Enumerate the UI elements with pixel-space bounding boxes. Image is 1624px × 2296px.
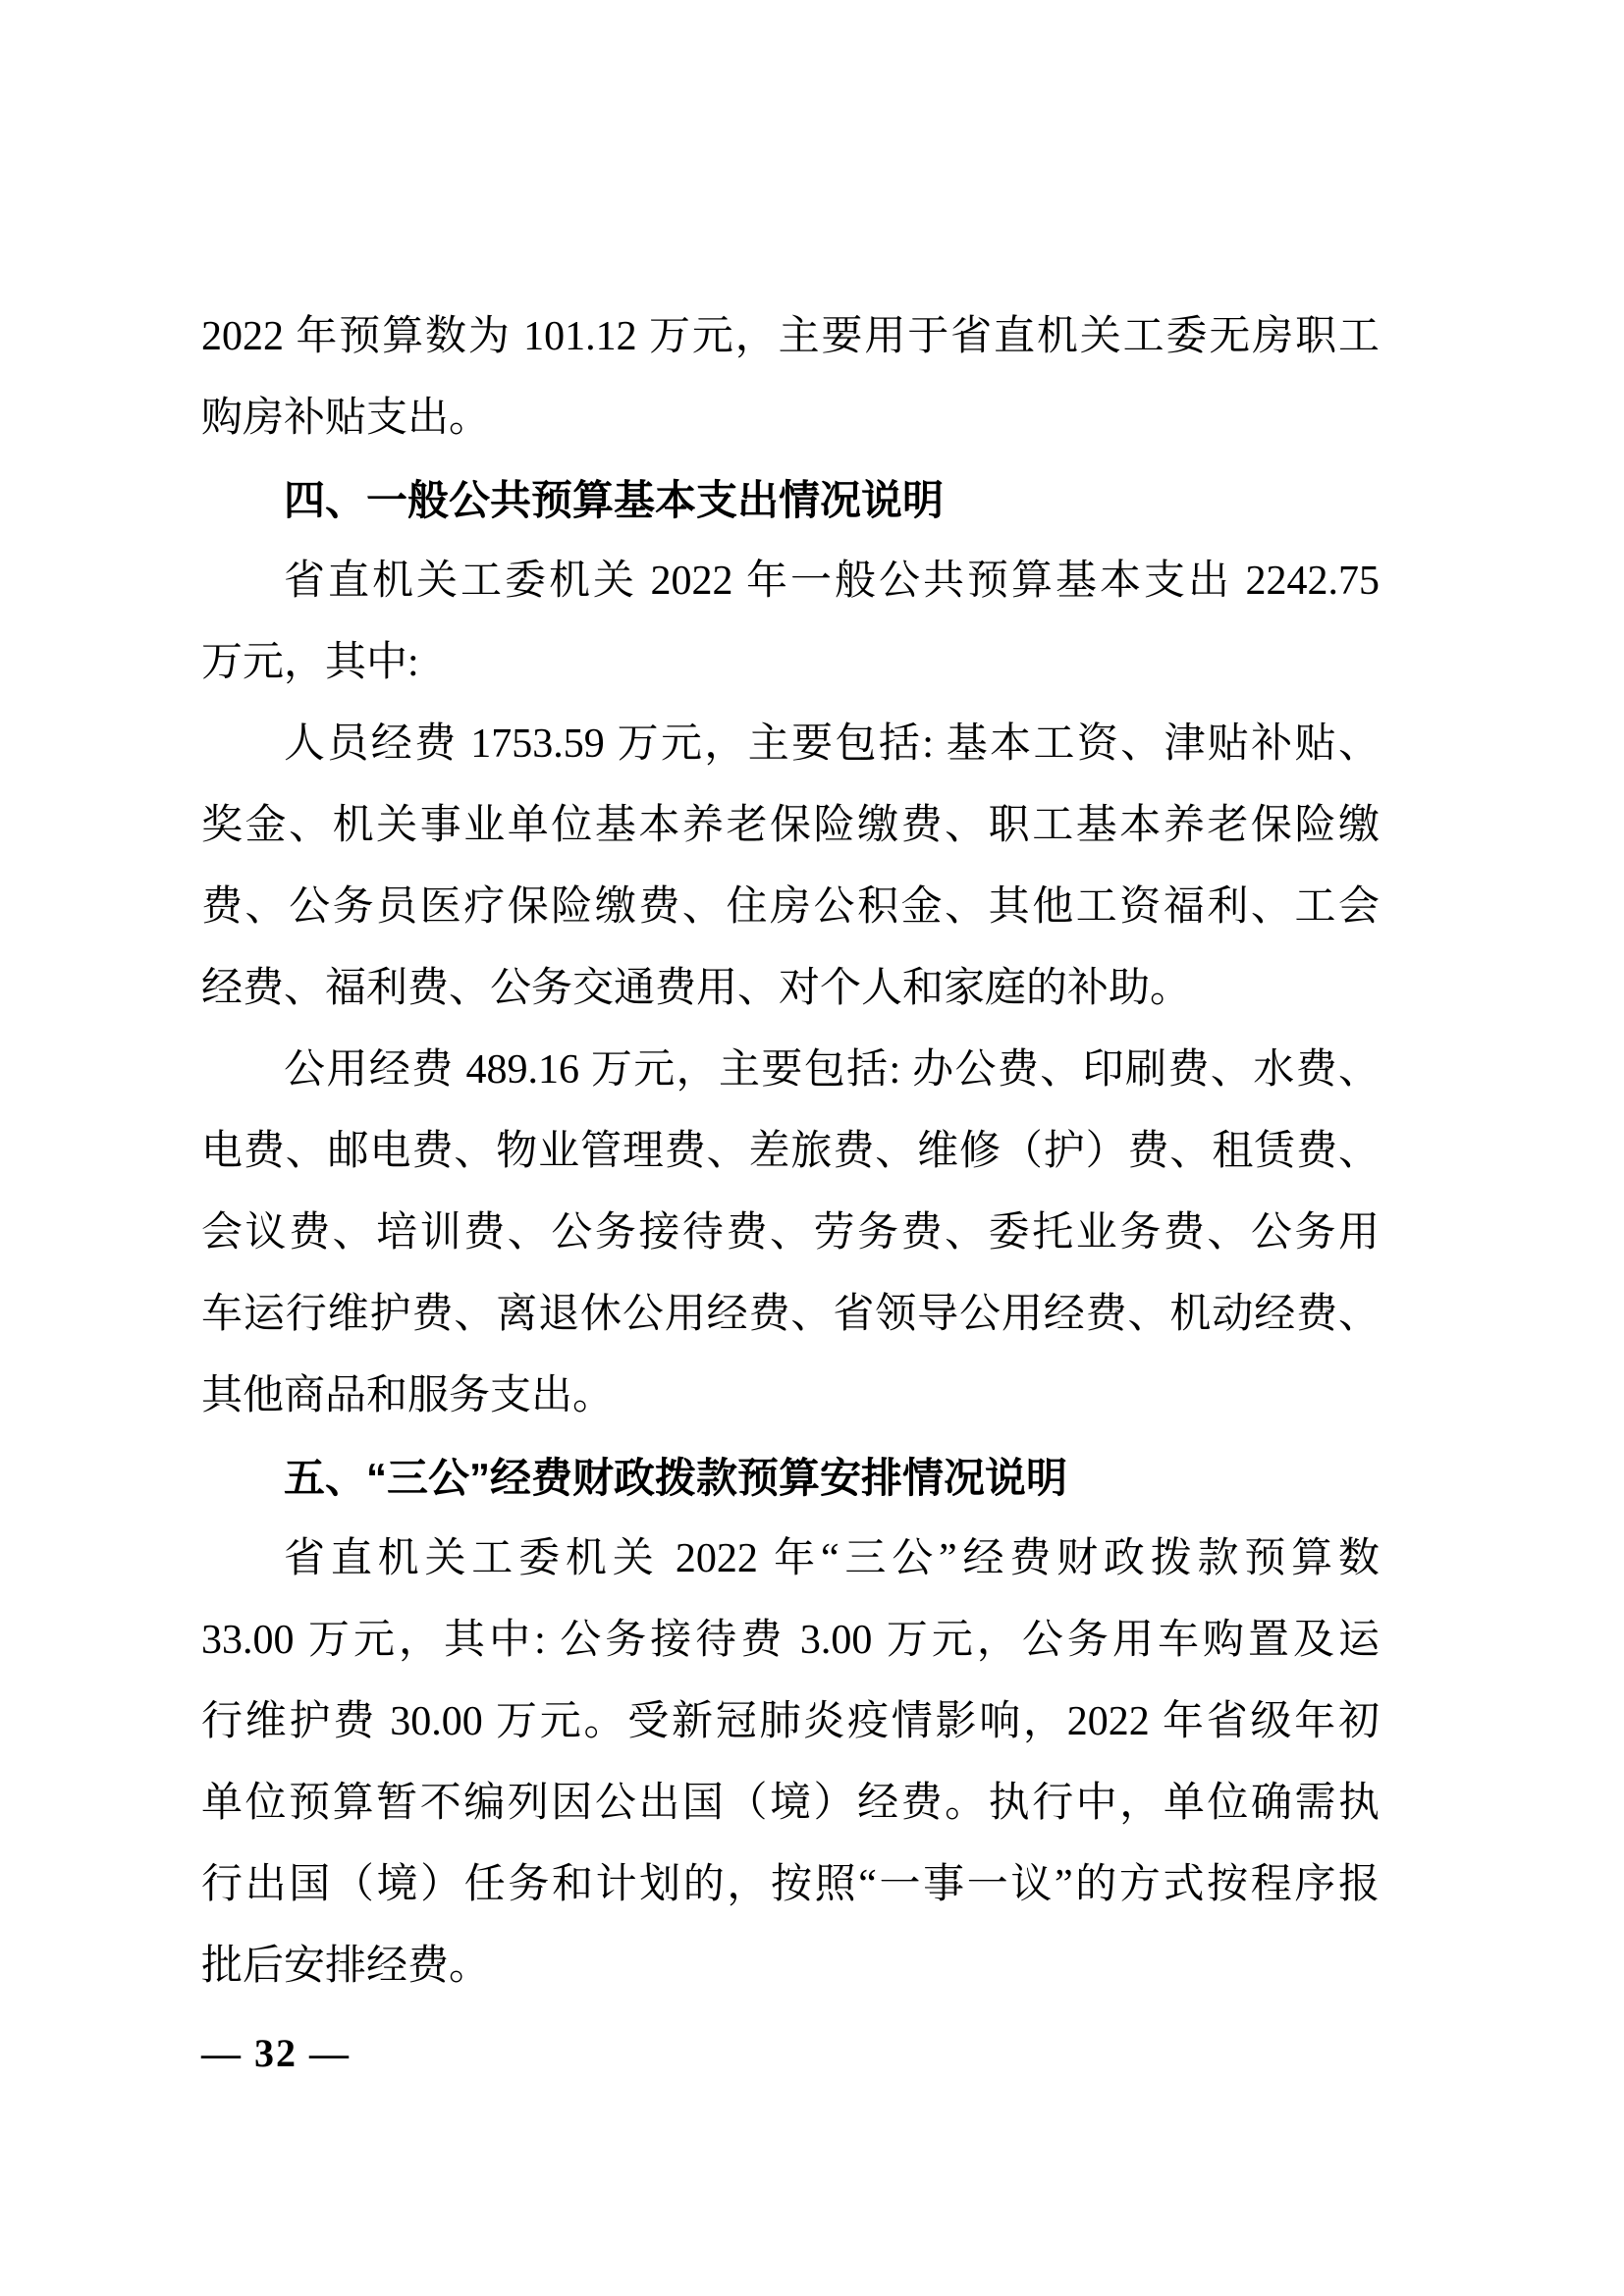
page-content [201, 296, 1380, 2007]
paragraph-basic-expenditure-total [201, 541, 1380, 704]
text-line: 批后安排经费。 [201, 1944, 491, 1989]
text-line: 费、公务员医疗保险缴费、住房公积金、其他工资福利、工会 [201, 884, 1380, 930]
text-line: 经费、福利费、公务交通费用、对个人和家庭的补助。 [201, 966, 1192, 1011]
text-line: 省直机关工委机关 2022 年一般公共预算基本支出 2242.75 [284, 559, 1380, 604]
text-line: 万元，其中: [201, 640, 419, 685]
text-line: 车运行维护费、离退休公用经费、省领导公用经费、机动经费、 [201, 1292, 1380, 1337]
text-line: 人员经费 1753.59 万元，主要包括: 基本工资、津贴补贴、 [284, 721, 1380, 767]
text-line: 公用经费 489.16 万元，主要包括: 办公费、印刷费、水费、 [284, 1047, 1380, 1093]
text-line: 33.00 万元，其中: 公务接待费 3.00 万元，公务用车购置及运 [201, 1618, 1380, 1663]
text-line: 行维护费 30.00 万元。受新冠肺炎疫情影响，2022 年省级年初 [201, 1699, 1380, 1744]
heading-line: 五、“三公”经费财政拨款预算安排情况说明 [284, 1455, 1068, 1501]
text-line: 其他商品和服务支出。 [201, 1373, 615, 1418]
text-line: 2022 年预算数为 101.12 万元，主要用于省直机关工委无房职工 [201, 314, 1380, 359]
paragraph-three-public-funds-detail [201, 1519, 1380, 2007]
paragraph-personnel-funds [201, 704, 1380, 1030]
paragraph-public-funds [201, 1030, 1380, 1437]
text-line: 购房补贴支出。 [201, 396, 491, 441]
text-line: 电费、邮电费、物业管理费、差旅费、维修（护）费、租赁费、 [201, 1129, 1380, 1174]
text-line: 会议费、培训费、公务接待费、劳务费、委托业务费、公务用 [201, 1210, 1380, 1255]
section-heading-basic-expenditure [201, 459, 1380, 541]
text-line: 省直机关工委机关 2022 年“三公”经费财政拨款预算数 [284, 1536, 1380, 1581]
text-line: 行出国（境）任务和计划的，按照“一事一议”的方式按程序报 [201, 1862, 1380, 1907]
heading-line: 四、一般公共预算基本支出情况说明 [284, 477, 945, 523]
text-line: 单位预算暂不编列因公出国（境）经费。执行中，单位确需执 [201, 1781, 1380, 1826]
section-heading-three-public-funds [201, 1437, 1380, 1519]
page-number: — 32 — [201, 2031, 351, 2075]
paragraph-housing-subsidy [201, 296, 1380, 459]
text-line: 奖金、机关事业单位基本养老保险缴费、职工基本养老保险缴 [201, 803, 1380, 848]
